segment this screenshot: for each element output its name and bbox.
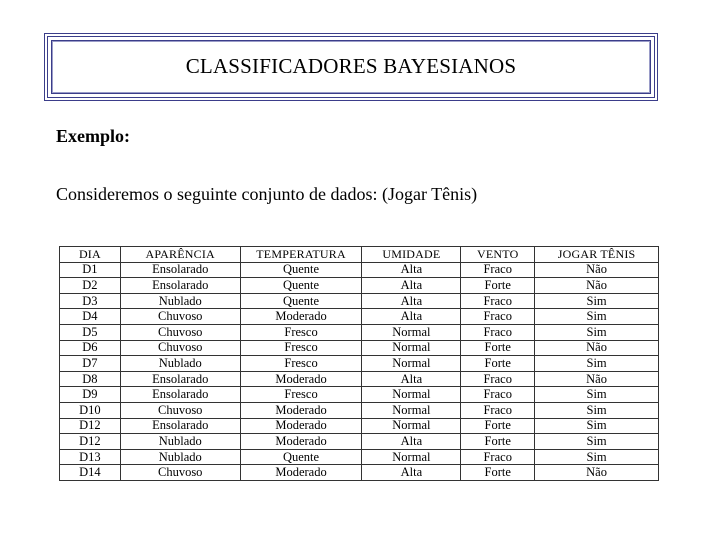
cell-temperatura: Quente bbox=[240, 449, 362, 465]
cell-vento: Fraco bbox=[461, 293, 535, 309]
table-row bbox=[60, 356, 659, 372]
cell-aparencia: Nublado bbox=[120, 356, 240, 372]
cell-vento: Forte bbox=[461, 340, 535, 356]
table-row bbox=[60, 418, 659, 434]
header-vento: VENTO bbox=[461, 247, 535, 263]
cell-dia: D12 bbox=[60, 434, 121, 450]
dataset-table-container bbox=[59, 246, 659, 481]
title-frame bbox=[44, 33, 658, 101]
cell-aparencia: Ensolarado bbox=[120, 418, 240, 434]
cell-umidade: Alta bbox=[362, 293, 461, 309]
cell-vento: Fraco bbox=[461, 309, 535, 325]
table-row bbox=[60, 309, 659, 325]
table-row bbox=[60, 293, 659, 309]
cell-temperatura: Moderado bbox=[240, 371, 362, 387]
cell-dia: D12 bbox=[60, 418, 121, 434]
cell-jogar-tenis: Sim bbox=[535, 309, 659, 325]
cell-dia: D7 bbox=[60, 356, 121, 372]
dataset-table bbox=[59, 246, 659, 481]
cell-temperatura: Moderado bbox=[240, 402, 362, 418]
cell-temperatura: Fresco bbox=[240, 340, 362, 356]
table-row bbox=[60, 371, 659, 387]
header-temperatura: TEMPERATURA bbox=[240, 247, 362, 263]
cell-dia: D6 bbox=[60, 340, 121, 356]
cell-umidade: Normal bbox=[362, 402, 461, 418]
cell-dia: D10 bbox=[60, 402, 121, 418]
cell-aparencia: Ensolarado bbox=[120, 262, 240, 278]
cell-temperatura: Moderado bbox=[240, 434, 362, 450]
cell-dia: D13 bbox=[60, 449, 121, 465]
table-row bbox=[60, 340, 659, 356]
cell-aparencia: Nublado bbox=[120, 434, 240, 450]
cell-aparencia: Chuvoso bbox=[120, 309, 240, 325]
cell-aparencia: Chuvoso bbox=[120, 402, 240, 418]
cell-umidade: Normal bbox=[362, 356, 461, 372]
cell-jogar-tenis: Sim bbox=[535, 418, 659, 434]
cell-vento: Forte bbox=[461, 356, 535, 372]
cell-umidade: Alta bbox=[362, 434, 461, 450]
cell-jogar-tenis: Sim bbox=[535, 356, 659, 372]
cell-aparencia: Ensolarado bbox=[120, 278, 240, 294]
cell-umidade: Normal bbox=[362, 324, 461, 340]
cell-aparencia: Ensolarado bbox=[120, 387, 240, 403]
table-body bbox=[60, 262, 659, 480]
cell-temperatura: Quente bbox=[240, 278, 362, 294]
cell-vento: Fraco bbox=[461, 371, 535, 387]
intro-text: Consideremos o seguinte conjunto de dados: (Jogar Tênis) bbox=[56, 184, 478, 204]
cell-temperatura: Fresco bbox=[240, 324, 362, 340]
cell-umidade: Alta bbox=[362, 465, 461, 481]
table-row bbox=[60, 434, 659, 450]
cell-vento: Forte bbox=[461, 418, 535, 434]
table-row bbox=[60, 387, 659, 403]
cell-jogar-tenis: Não bbox=[535, 371, 659, 387]
cell-aparencia: Chuvoso bbox=[120, 465, 240, 481]
cell-dia: D8 bbox=[60, 371, 121, 387]
cell-aparencia: Ensolarado bbox=[120, 371, 240, 387]
table-row bbox=[60, 402, 659, 418]
example-heading: Exemplo: bbox=[56, 126, 130, 146]
page-title: CLASSIFICADORES BAYESIANOS bbox=[185, 53, 517, 78]
cell-temperatura: Moderado bbox=[240, 309, 362, 325]
cell-umidade: Alta bbox=[362, 262, 461, 278]
cell-jogar-tenis: Não bbox=[535, 262, 659, 278]
cell-jogar-tenis: Não bbox=[535, 465, 659, 481]
cell-umidade: Normal bbox=[362, 418, 461, 434]
cell-vento: Fraco bbox=[461, 262, 535, 278]
cell-umidade: Normal bbox=[362, 387, 461, 403]
cell-jogar-tenis: Sim bbox=[535, 293, 659, 309]
cell-temperatura: Moderado bbox=[240, 418, 362, 434]
cell-jogar-tenis: Sim bbox=[535, 402, 659, 418]
cell-dia: D5 bbox=[60, 324, 121, 340]
cell-vento: Forte bbox=[461, 278, 535, 294]
table-row bbox=[60, 324, 659, 340]
cell-dia: D3 bbox=[60, 293, 121, 309]
cell-dia: D14 bbox=[60, 465, 121, 481]
cell-vento: Forte bbox=[461, 434, 535, 450]
cell-jogar-tenis: Sim bbox=[535, 449, 659, 465]
cell-jogar-tenis: Sim bbox=[535, 387, 659, 403]
cell-dia: D4 bbox=[60, 309, 121, 325]
cell-temperatura: Fresco bbox=[240, 387, 362, 403]
cell-aparencia: Chuvoso bbox=[120, 324, 240, 340]
cell-vento: Fraco bbox=[461, 387, 535, 403]
table-row bbox=[60, 465, 659, 481]
cell-umidade: Alta bbox=[362, 371, 461, 387]
header-jogar-tenis: JOGAR TÊNIS bbox=[535, 247, 659, 263]
header-aparencia: APARÊNCIA bbox=[120, 247, 240, 263]
cell-dia: D2 bbox=[60, 278, 121, 294]
cell-aparencia: Chuvoso bbox=[120, 340, 240, 356]
cell-jogar-tenis: Não bbox=[535, 340, 659, 356]
cell-umidade: Normal bbox=[362, 340, 461, 356]
header-dia: DIA bbox=[60, 247, 121, 263]
cell-vento: Fraco bbox=[461, 324, 535, 340]
header-umidade: UMIDADE bbox=[362, 247, 461, 263]
cell-dia: D1 bbox=[60, 262, 121, 278]
cell-vento: Fraco bbox=[461, 402, 535, 418]
cell-aparencia: Nublado bbox=[120, 449, 240, 465]
cell-temperatura: Quente bbox=[240, 293, 362, 309]
cell-umidade: Alta bbox=[362, 278, 461, 294]
cell-jogar-tenis: Não bbox=[535, 278, 659, 294]
cell-jogar-tenis: Sim bbox=[535, 434, 659, 450]
cell-vento: Fraco bbox=[461, 449, 535, 465]
cell-temperatura: Moderado bbox=[240, 465, 362, 481]
cell-vento: Forte bbox=[461, 465, 535, 481]
cell-dia: D9 bbox=[60, 387, 121, 403]
table-header-row bbox=[60, 247, 659, 263]
cell-jogar-tenis: Sim bbox=[535, 324, 659, 340]
cell-umidade: Normal bbox=[362, 449, 461, 465]
table-row bbox=[60, 262, 659, 278]
table-row bbox=[60, 278, 659, 294]
table-row bbox=[60, 449, 659, 465]
cell-aparencia: Nublado bbox=[120, 293, 240, 309]
cell-temperatura: Quente bbox=[240, 262, 362, 278]
cell-umidade: Alta bbox=[362, 309, 461, 325]
cell-temperatura: Fresco bbox=[240, 356, 362, 372]
